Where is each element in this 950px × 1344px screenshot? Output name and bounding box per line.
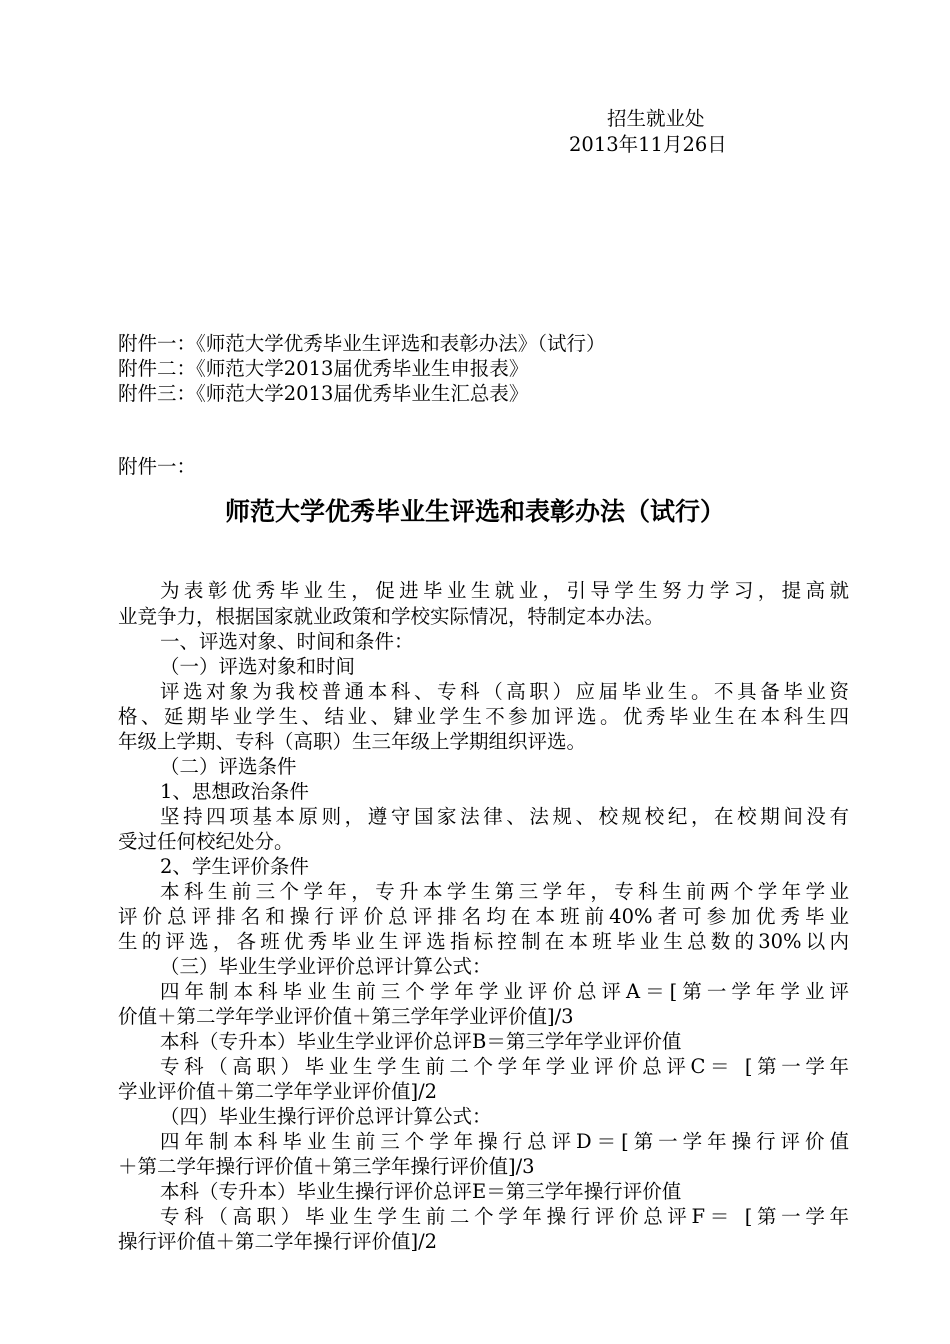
- body-line: ＋第二学年操行评价值＋第三学年操行评价值]/3: [118, 1155, 535, 1178]
- body-line: 价值＋第二学年学业评价值＋第三学年学业评价值]/3: [118, 1005, 574, 1028]
- item-heading: 2、学生评价条件: [160, 855, 309, 878]
- signature-office: 招生就业处: [607, 107, 705, 130]
- body-line: 四年制本科毕业生前三个学年操行总评D＝[第一学年操行评价值: [160, 1130, 849, 1153]
- body-line: 本科（专升本）毕业生操行评价总评E＝第三学年操行评价值: [160, 1180, 682, 1203]
- subsection-heading: （四）毕业生操行评价总评计算公式：: [160, 1105, 492, 1128]
- body-line: 评选对象为我校普通本科、专科（高职）应届毕业生。不具备毕业资: [160, 680, 849, 703]
- body-line: 评价总评排名和操行评价总评排名均在本班前40%者可参加优秀毕业: [118, 905, 849, 928]
- attachment-item: 附件一：《师范大学优秀毕业生评选和表彰办法》（试行）: [118, 332, 606, 355]
- body-line: 年级上学期、专科（高职）生三年级上学期组织评选。: [118, 730, 587, 753]
- body-line: 受过任何校纪处分。: [118, 830, 294, 853]
- body-line: 本科（专升本）毕业生学业评价总评B＝第三学年学业评价值: [160, 1030, 682, 1053]
- section-heading: 一、评选对象、时间和条件：: [160, 630, 414, 653]
- item-heading: 1、思想政治条件: [160, 780, 309, 803]
- body-line: 专科（高职）毕业生学生前二个学年学业评价总评C＝ [第一学年: [160, 1055, 849, 1078]
- body-line: 操行评价值＋第二学年操行评价值]/2: [118, 1230, 438, 1253]
- body-line: 坚持四项基本原则，遵守国家法律、法规、校规校纪，在校期间没有: [160, 805, 849, 828]
- body-line: 生的评选，各班优秀毕业生评选指标控制在本班毕业生总数的30%以内: [118, 930, 849, 953]
- body-line: 学业评价值＋第二学年学业评价值]/2: [118, 1080, 438, 1103]
- body-line: 格、延期毕业学生、结业、肄业学生不参加评选。优秀毕业生在本科生四: [118, 705, 849, 728]
- body-line: 四年制本科毕业生前三个学年学业评价总评A＝[第一学年学业评: [160, 980, 849, 1003]
- attachment-item: 附件二：《师范大学2013届优秀毕业生申报表》: [118, 357, 529, 380]
- document-title: 师范大学优秀毕业生评选和表彰办法（试行）: [224, 497, 725, 526]
- body-line: 本科生前三个学年，专升本学生第三学年，专科生前两个学年学业: [160, 880, 849, 903]
- attachment-header: 附件一：: [118, 455, 197, 478]
- body-line: 专科（高职）毕业生学生前二个学年操行评价总评F＝ [第一学年: [160, 1205, 849, 1228]
- body-line: 为表彰优秀毕业生，促进毕业生就业，引导学生努力学习，提高就: [160, 579, 849, 602]
- attachment-item: 附件三：《师范大学2013届优秀毕业生汇总表》: [118, 382, 529, 405]
- subsection-heading: （二）评选条件: [160, 755, 297, 778]
- subsection-heading: （一）评选对象和时间: [160, 655, 356, 678]
- subsection-heading: （三）毕业生学业评价总评计算公式：: [160, 955, 492, 978]
- signature-date: 2013年11月26日: [569, 133, 727, 156]
- body-line: 业竞争力，根据国家就业政策和学校实际情况，特制定本办法。: [118, 605, 665, 628]
